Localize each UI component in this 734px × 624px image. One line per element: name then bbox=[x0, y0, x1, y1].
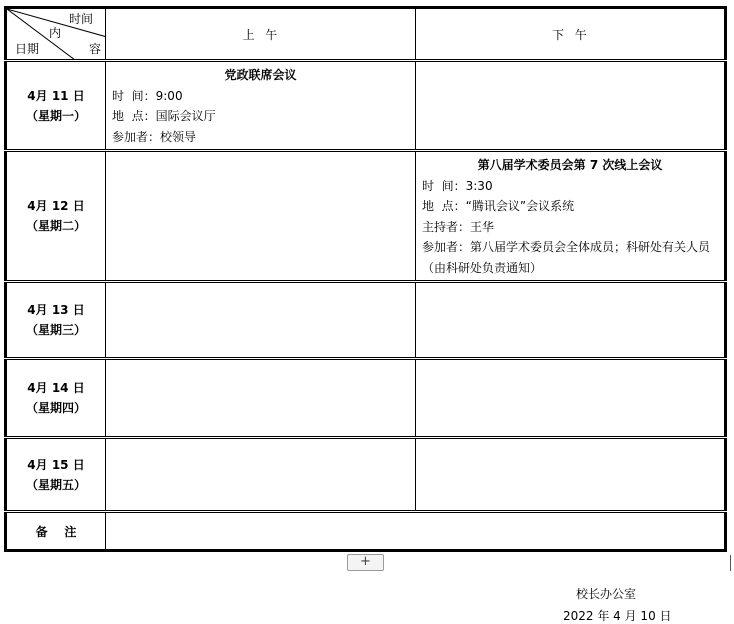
corner-date-label: 日期 bbox=[15, 42, 40, 56]
event-attendees: 参加者：校领导 bbox=[112, 129, 197, 144]
event-time: 时 间：9:00 bbox=[112, 88, 183, 103]
table-row bbox=[6, 359, 726, 438]
event-location: 地 点：“腾讯会议”会议系统 bbox=[422, 199, 575, 213]
date-cell: 4月 14 日 （星期四） bbox=[6, 359, 106, 438]
notes-label: 备 注 bbox=[6, 512, 106, 551]
event-location: 地 点：国际会议厅 bbox=[112, 109, 216, 123]
text-cursor bbox=[730, 555, 731, 571]
event-host: 主持者：王华 bbox=[422, 219, 495, 234]
morning-header: 上 午 bbox=[106, 8, 416, 61]
afternoon-event-cell[interactable] bbox=[416, 438, 726, 512]
schedule-table bbox=[4, 6, 727, 552]
notes-cell[interactable] bbox=[106, 512, 726, 551]
table-row bbox=[6, 61, 726, 151]
corner-content-label-2: 容 bbox=[88, 42, 101, 56]
table-row bbox=[6, 151, 726, 282]
date-cell: 4月 13 日 （星期三） bbox=[6, 282, 106, 359]
notes-row bbox=[6, 512, 726, 551]
event-title: 第八届学术委员会第 7 次线上会议 bbox=[477, 158, 663, 172]
add-row-button[interactable]: + bbox=[347, 554, 384, 571]
corner-time-label: 时间 bbox=[68, 12, 93, 26]
afternoon-event-cell[interactable] bbox=[416, 151, 726, 282]
afternoon-event-cell[interactable] bbox=[416, 282, 726, 359]
signature-office: 校长办公室 bbox=[576, 587, 637, 601]
morning-event-cell[interactable] bbox=[106, 151, 416, 282]
event-title: 党政联席会议 bbox=[224, 68, 297, 82]
date-cell: 4月 15 日 （星期五） bbox=[6, 438, 106, 512]
event-time: 时 间：3:30 bbox=[422, 178, 493, 193]
table-row bbox=[6, 282, 726, 359]
morning-event-cell[interactable] bbox=[106, 359, 416, 438]
morning-event-cell[interactable] bbox=[106, 438, 416, 512]
afternoon-event-cell[interactable] bbox=[416, 61, 726, 151]
signature-date: 2022 年 4 月 10 日 bbox=[563, 609, 672, 623]
event-attendees: 参加者：第八届学术委员会全体成员；科研处有关人员（由科研处负责通知） bbox=[422, 240, 711, 275]
afternoon-header: 下 午 bbox=[416, 8, 726, 61]
corner-header-cell bbox=[6, 8, 106, 61]
date-cell: 4月 12 日 （星期二） bbox=[6, 151, 106, 282]
morning-event-cell[interactable] bbox=[106, 282, 416, 359]
corner-content-label-1: 内 bbox=[49, 26, 62, 40]
afternoon-event-cell[interactable] bbox=[416, 359, 726, 438]
table-row bbox=[6, 438, 726, 512]
morning-event-cell[interactable] bbox=[106, 61, 416, 151]
date-cell: 4月 11 日 （星期一） bbox=[6, 61, 106, 151]
